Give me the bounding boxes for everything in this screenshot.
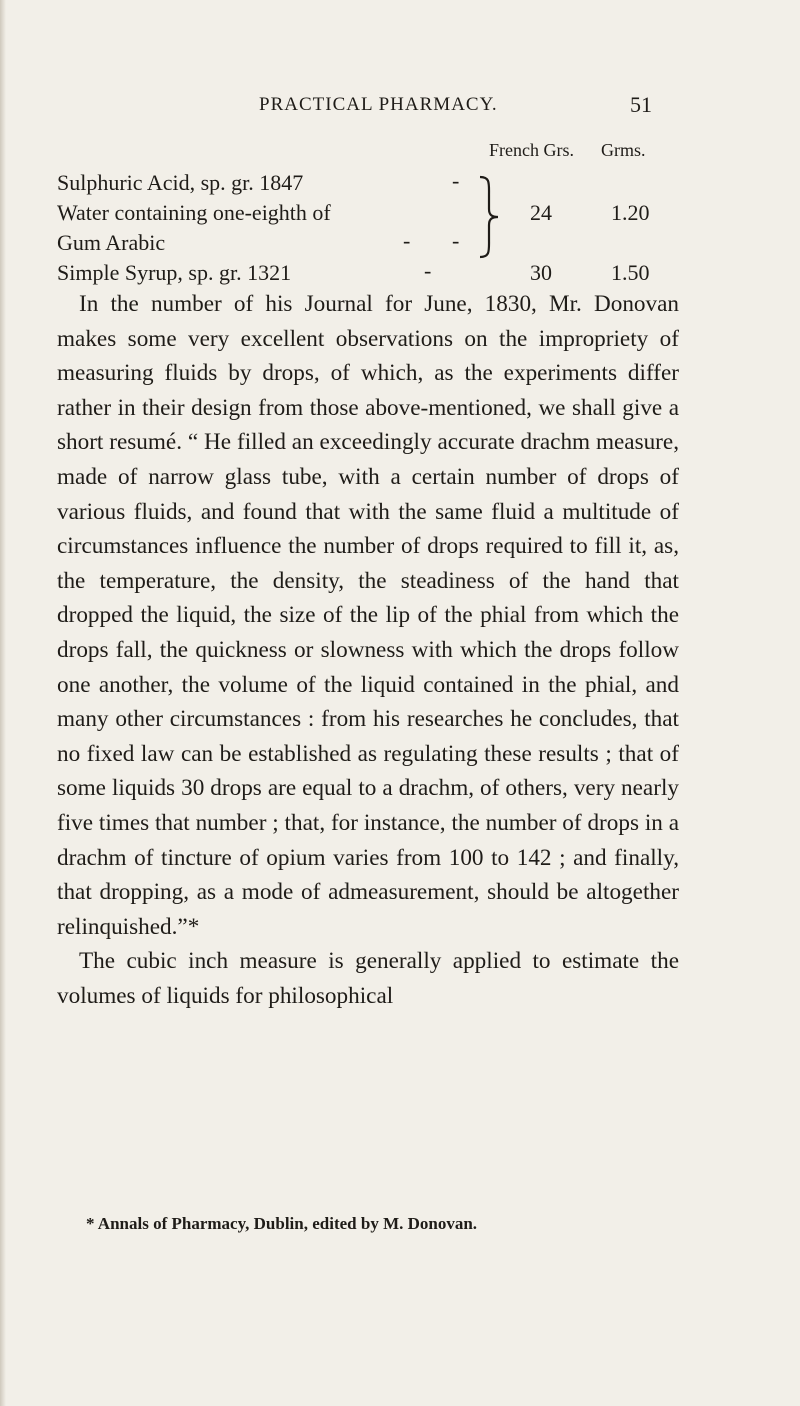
curly-brace-icon <box>476 173 502 261</box>
page-number: 51 <box>630 92 652 117</box>
french-grs-value-1: 24 <box>530 200 552 225</box>
running-head-title: PRACTICAL PHARMACY. <box>259 94 498 115</box>
column-header-french-grs: French Grs. <box>489 140 574 160</box>
paragraph-cubic-inch: The cubic inch measure is generally applied to estimate the volumes of liquids for philosophical <box>57 948 679 1009</box>
recipe-line-sulphuric-acid: Sulphuric Acid, sp. gr. 1847 <box>57 170 304 195</box>
french-grs-value-2: 30 <box>530 260 552 285</box>
page-edge-shadow <box>0 0 6 1406</box>
recipe-line-water: Water containing one-eighth of <box>57 200 331 225</box>
column-header-grms: Grms. <box>601 140 646 160</box>
recipe-line-gum-arabic: Gum Arabic <box>57 230 166 255</box>
recipe-line-simple-syrup: Simple Syrup, sp. gr. 1321 <box>57 260 292 285</box>
dash-leader: - <box>424 258 432 283</box>
dash-leader: - <box>452 228 460 253</box>
dash-leader: - <box>452 168 460 193</box>
running-head <box>0 94 800 124</box>
footnote: * Annals of Pharmacy, Dublin, edited by M. Donovan. <box>86 1214 478 1233</box>
grms-value-2: 1.50 <box>611 260 650 285</box>
body-text <box>57 287 679 1013</box>
paragraph-donovan: In the number of his Journal for June, 1830, Mr. Donovan makes some very excellent observations on the impropriety of measuring fluids by drops, of which, as the experiments differ rather in their design from those above-mentioned, we shall give a short resumé. “ He filled an exceedingly accurate drachm measure, made of narrow glass tube, with a certain number of drops of various fluids, and found that with the same fluid a multitude of circumstances influence the number of drops required to fill it, as, the temperature, the density, the steadiness of the hand that dropped the liquid, the size of the lip of the phial from which the drops fall, the quickness or slowness with which the drops follow one another, the volume of the liquid contained in the phial, and many other circumstances : from his researches he concludes, that no fixed law can be established as regulating these results ; that of some liquids 30 drops are equal to a drachm, of others, very nearly five times that number ; that, for instance, the number of drops in a drachm of tincture of opium varies from 100 to 142 ; and finally, that dropping, as a mode of admeasurement, should be altogether relinquished.”* <box>57 291 679 940</box>
dash-leader: - <box>403 228 411 253</box>
grms-value-1: 1.20 <box>611 200 650 225</box>
